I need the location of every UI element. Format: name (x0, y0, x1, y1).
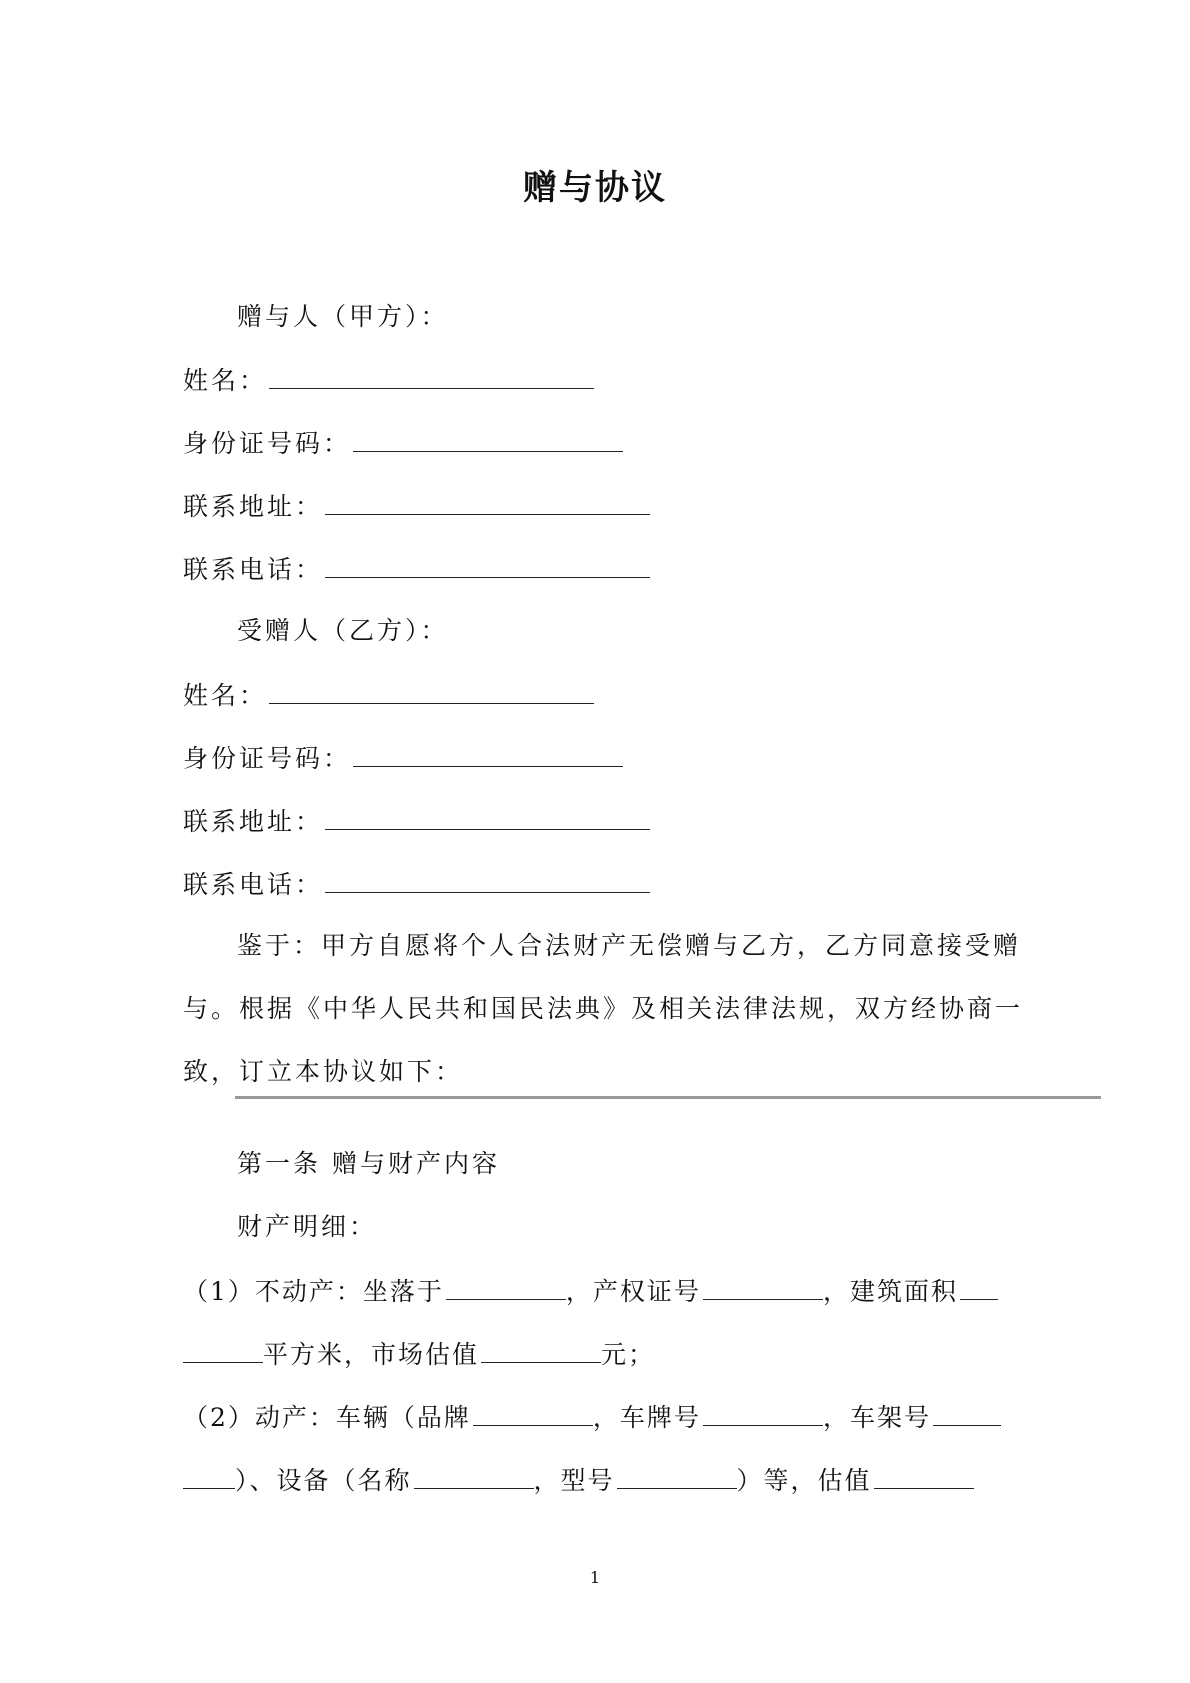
movable-line-2 (183, 1462, 974, 1498)
donor-id-blank[interactable] (353, 425, 623, 452)
real-estate-line-2 (183, 1336, 655, 1372)
donee-phone-label: 联系电话： (183, 870, 324, 899)
equipment-name-label: ）、设备（名称 (235, 1466, 412, 1495)
real-estate-value-label: 平方米，市场估值 (263, 1340, 480, 1369)
preamble-line-3: 致，订立本协议如下： (183, 1057, 464, 1086)
preamble-line-2: 与。根据《中华人民共和国民法典》及相关法律法规，双方经协商一 (183, 994, 1024, 1023)
equipment-name-blank[interactable] (414, 1462, 534, 1489)
movable-prefix: （2）动产：车辆（品牌 (183, 1403, 471, 1432)
donee-id-blank[interactable] (353, 740, 623, 767)
donor-address-label: 联系地址： (183, 492, 324, 521)
equipment-model-label: ，型号 (533, 1466, 615, 1495)
donor-heading: 赠与人（甲方）： (237, 302, 449, 331)
donor-name-row (183, 362, 594, 398)
donee-name-row (183, 677, 594, 713)
section-divider (235, 1096, 1101, 1099)
real-estate-area-label: ，建筑面积 (822, 1277, 958, 1306)
vehicle-plate-blank[interactable] (703, 1399, 823, 1426)
donor-address-blank[interactable] (325, 488, 650, 515)
real-estate-cert-label: ，产权证号 (565, 1277, 701, 1306)
donee-address-blank[interactable] (325, 803, 650, 830)
real-estate-prefix: （1）不动产：坐落于 (183, 1277, 444, 1306)
vehicle-vin-blank-end[interactable] (183, 1462, 235, 1489)
donor-phone-label: 联系电话： (183, 555, 324, 584)
donee-id-row (183, 740, 623, 776)
equipment-model-blank[interactable] (617, 1462, 737, 1489)
page-number: 1 (589, 1568, 601, 1587)
vehicle-vin-label: ，车架号 (822, 1403, 931, 1432)
donee-id-label: 身份证号码： (183, 744, 352, 773)
movable-value-blank[interactable] (874, 1462, 974, 1489)
donee-phone-row (183, 866, 650, 902)
donee-name-label: 姓名： (183, 681, 268, 710)
donor-address-row (183, 488, 650, 524)
donee-address-label: 联系地址： (183, 807, 324, 836)
real-estate-line-1 (183, 1273, 998, 1309)
real-estate-area-blank-start[interactable] (960, 1273, 998, 1300)
article-1-heading: 第一条 赠与财产内容 (237, 1149, 500, 1178)
donor-phone-blank[interactable] (325, 551, 650, 578)
donor-id-label: 身份证号码： (183, 429, 352, 458)
real-estate-value-blank[interactable] (481, 1336, 601, 1363)
donor-id-row (183, 425, 623, 461)
donee-address-row (183, 803, 650, 839)
real-estate-location-blank[interactable] (446, 1273, 566, 1300)
donee-phone-blank[interactable] (325, 866, 650, 893)
preamble-line-1: 鉴于：甲方自愿将个人合法财产无偿赠与乙方，乙方同意接受赠 (237, 931, 1022, 960)
donor-name-label: 姓名： (183, 366, 268, 395)
real-estate-cert-blank[interactable] (703, 1273, 823, 1300)
vehicle-plate-label: ，车牌号 (592, 1403, 701, 1432)
donor-name-blank[interactable] (269, 362, 594, 389)
document-title: 赠与协议 (523, 168, 667, 208)
movable-value-label: ）等，估值 (736, 1466, 872, 1495)
real-estate-area-blank-end[interactable] (183, 1336, 263, 1363)
donor-phone-row (183, 551, 650, 587)
real-estate-value-unit: 元； (601, 1340, 656, 1369)
vehicle-vin-blank-start[interactable] (933, 1399, 1001, 1426)
vehicle-brand-blank[interactable] (473, 1399, 593, 1426)
donee-name-blank[interactable] (269, 677, 594, 704)
article-1-subheading: 财产明细： (237, 1212, 378, 1241)
movable-line-1 (183, 1399, 1001, 1435)
donee-heading: 受赠人（乙方）： (237, 616, 449, 645)
